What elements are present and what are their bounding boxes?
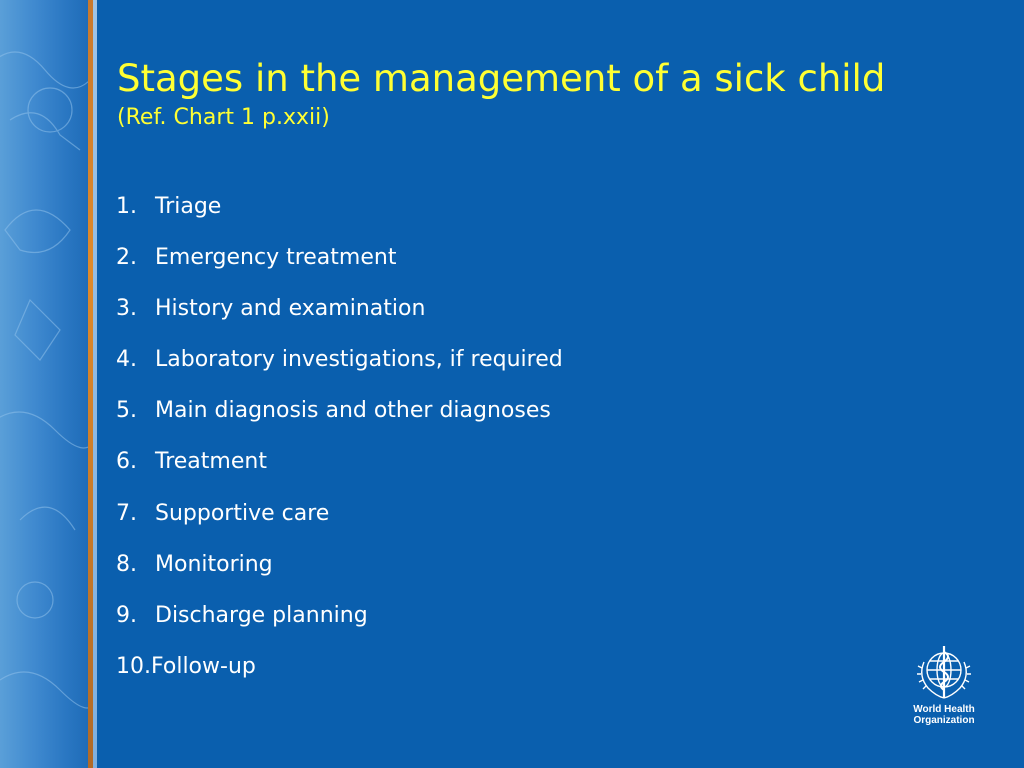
who-logo <box>910 642 978 732</box>
list-item <box>116 548 563 599</box>
who-wordmark <box>910 704 978 726</box>
light-divider-stripe <box>93 0 97 768</box>
stage-label: Emergency treatment <box>155 245 397 271</box>
stages-list <box>116 190 563 701</box>
slide-title: Stages in the management of a sick child <box>117 57 886 100</box>
stage-number: 4. <box>116 347 137 373</box>
stage-number: 9. <box>116 602 137 628</box>
stage-label: Triage <box>155 194 222 219</box>
stage-label: Treatment <box>155 449 267 475</box>
decorative-map-icon <box>0 0 88 768</box>
who-line-2: Organization <box>913 715 975 726</box>
stage-number: 10. <box>116 653 151 679</box>
list-item <box>116 394 563 445</box>
stage-number: 7. <box>116 500 137 526</box>
stage-label: Discharge planning <box>155 602 368 628</box>
stage-number: 6. <box>116 449 137 475</box>
stage-label: History and examination <box>155 296 426 322</box>
stage-label: Follow-up <box>151 653 256 679</box>
stage-label: Supportive care <box>155 500 330 526</box>
stage-number: 5. <box>116 398 137 424</box>
stage-number: 1. <box>116 194 137 219</box>
list-item <box>116 241 563 292</box>
list-item <box>116 292 563 343</box>
stage-number: 2. <box>116 245 137 271</box>
decorative-side-band <box>0 0 88 768</box>
stage-number: 8. <box>116 551 137 577</box>
list-item <box>116 445 563 496</box>
who-line-1: World Health <box>913 704 975 715</box>
stage-number: 3. <box>116 296 137 322</box>
title-block <box>117 55 997 133</box>
stage-label: Laboratory investigations, if required <box>155 347 563 373</box>
list-item <box>116 599 563 650</box>
slide-subtitle: (Ref. Chart 1 p.xxii) <box>117 105 330 130</box>
list-item <box>116 497 563 548</box>
who-emblem-icon <box>914 642 974 702</box>
list-item <box>116 190 563 241</box>
list-item <box>116 650 563 701</box>
list-item <box>116 343 563 394</box>
stage-label: Monitoring <box>155 551 273 577</box>
stage-label: Main diagnosis and other diagnoses <box>155 398 551 424</box>
